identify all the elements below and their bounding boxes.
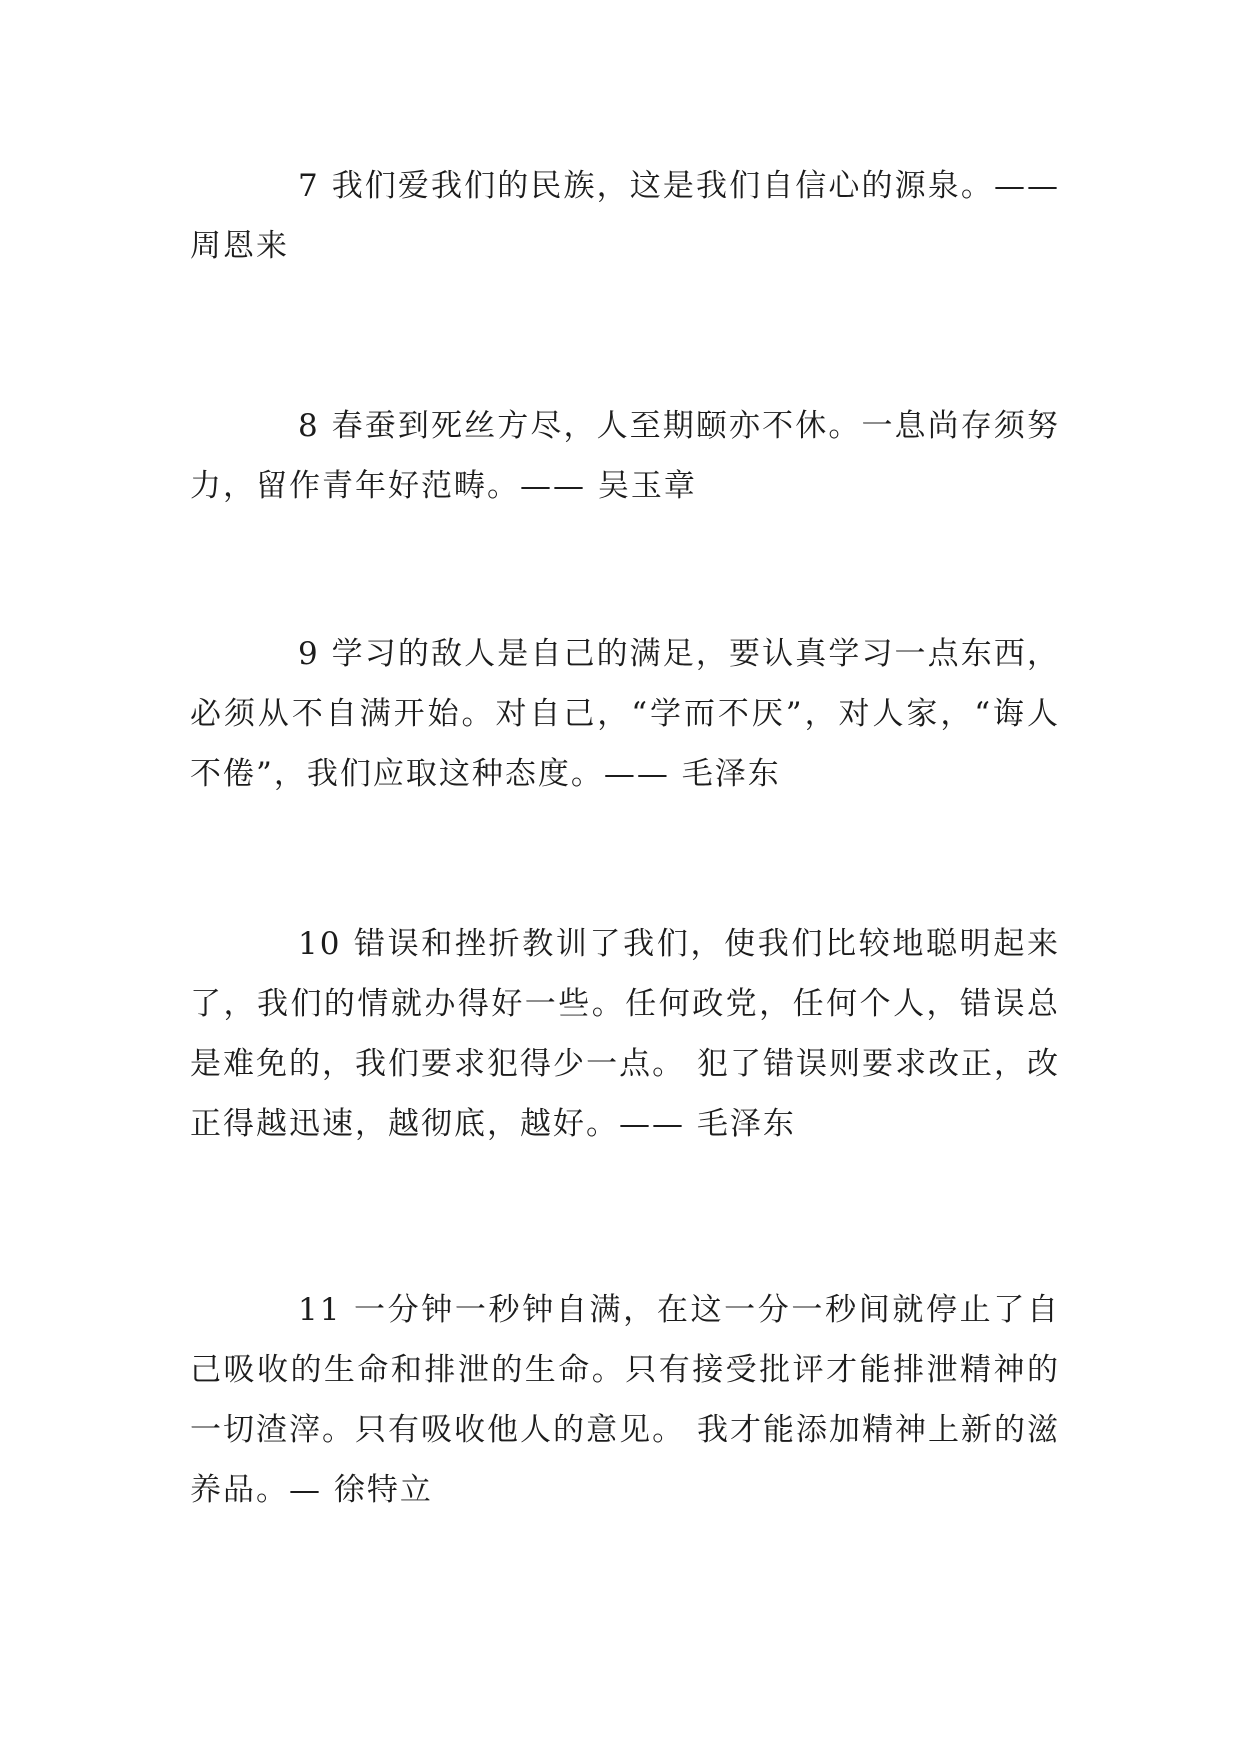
quote-paragraph: 10 错误和挫折教训了我们，使我们比较地聪明起来了，我们的情就办得好一些。任何政党，任何个人，错误总是难免的，我们要求犯得少一点。 犯了错误则要求改正，改正得越迅速，越彻底，越好。—— 毛泽东 [190, 926, 1060, 1142]
quote-paragraph: 8 春蚕到死丝方尽，人至期颐亦不休。一息尚存须努力，留作青年好范畴。—— 吴玉章 [190, 408, 1060, 504]
quote-paragraph: 9 学习的敌人是自己的满足，要认真学习一点东西，必须从不自满开始。对自己，“学而不厌”，对人家，“诲人不倦”，我们应取这种态度。—— 毛泽东 [190, 636, 1060, 792]
quote-paragraph: 7 我们爱我们的民族，这是我们自信心的源泉。——周恩来 [190, 168, 1060, 264]
quote-paragraph: 11 一分钟一秒钟自满，在这一分一秒间就停止了自己吸收的生命和排泄的生命。只有接受批评才能排泄精神的一切渣滓。只有吸收他人的意见。 我才能添加精神上新的滋养品。— 徐特立 [190, 1292, 1060, 1508]
